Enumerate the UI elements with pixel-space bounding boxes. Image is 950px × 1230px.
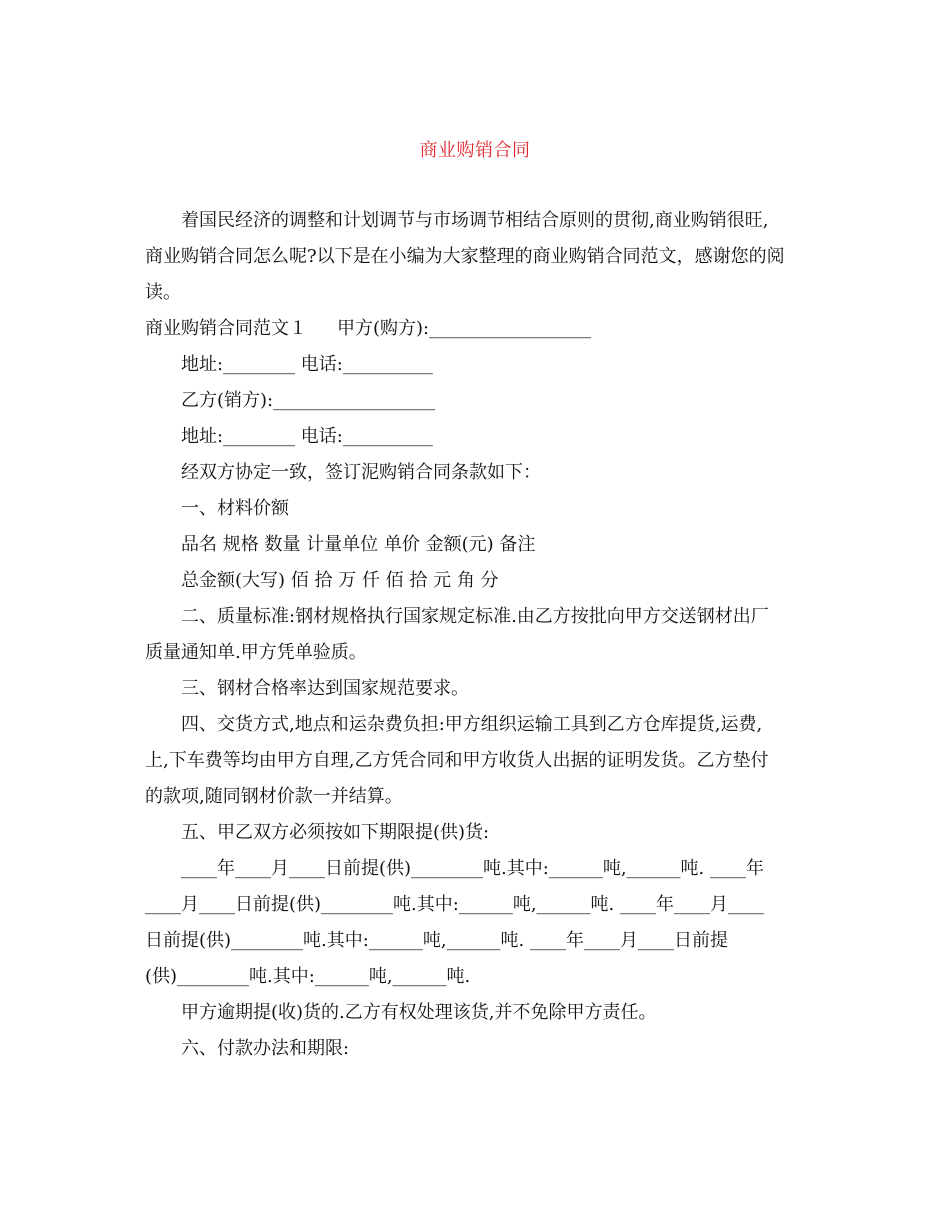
intro-paragraph [145, 203, 810, 311]
document-body [145, 203, 810, 1067]
sample-heading-line [145, 311, 810, 347]
section-2-paragraph [145, 599, 810, 671]
section-4-line-3: 的款项,随同钢材价款一并结算。 [145, 786, 403, 807]
delivery-schedule-line-2: ____月____日前提(供)________吨.其中:______吨,______吨. ____年____月____ [145, 894, 764, 915]
party-a-contact: 地址:________ 电话:__________ [181, 354, 433, 375]
section-5-heading: 五、甲乙双方必须按如下期限提(供)货: [181, 822, 490, 843]
delivery-schedule-line-3: 日前提(供)________吨.其中:______吨,______吨. ____年____月____日前提 [145, 930, 728, 951]
total-amount-line: 总金额(大写) 佰 拾 万 仟 佰 拾 元 角 分 [181, 570, 499, 591]
delivery-schedule-line-1: ____年____月____日前提(供)________吨.其中:______吨,______吨. ____年 [181, 858, 764, 879]
section-4-line-1: 四、交货方式,地点和运杂费负担:甲方组织运输工具到乙方仓库提货,运费, [181, 714, 763, 735]
document-title: 商业购销合同 [419, 140, 531, 161]
intro-line-2: 商业购销合同怎么呢?以下是在小编为大家整理的商业购销合同范文，感谢您的阅 [145, 246, 785, 267]
party-a-label: 甲方(购方):__________________ [337, 318, 592, 339]
party-b-label: 乙方(销方):__________________ [181, 390, 436, 411]
section-1-heading: 一、材料价额 [181, 498, 289, 519]
section-3-paragraph: 三、钢材合格率达到国家规范要求。 [181, 678, 469, 699]
section-6-heading: 六、付款办法和期限: [181, 1038, 350, 1059]
section-2-line-2: 质量通知单.甲方凭单验质。 [145, 642, 367, 663]
section-4-line-2: 上,下车费等均由甲方自理,乙方凭合同和甲方收货人出据的证明发货。乙方垫付 [145, 750, 769, 771]
material-table-header: 品名 规格 数量 计量单位 单价 金额(元) 备注 [181, 534, 536, 555]
intro-line-1: 着国民经济的调整和计划调节与市场调节相结合原则的贯彻,商业购销很旺, [181, 210, 769, 231]
agreement-statement: 经双方协定一致，签订泥购销合同条款如下： [181, 462, 541, 483]
overdue-clause: 甲方逾期提(收)货的.乙方有权处理该货,并不免除甲方责任。 [181, 1002, 657, 1023]
delivery-schedule [145, 851, 810, 995]
party-b-contact: 地址:________ 电话:__________ [181, 426, 433, 447]
intro-line-3: 读。 [145, 282, 181, 303]
sample-heading: 商业购销合同范文１ [145, 318, 307, 339]
delivery-schedule-line-4: (供)________吨.其中:______吨,______吨. [145, 966, 471, 987]
section-4-paragraph [145, 707, 810, 815]
section-2-line-1: 二、质量标准:钢材规格执行国家规定标准.由乙方按批向甲方交送钢材出厂 [181, 606, 769, 627]
